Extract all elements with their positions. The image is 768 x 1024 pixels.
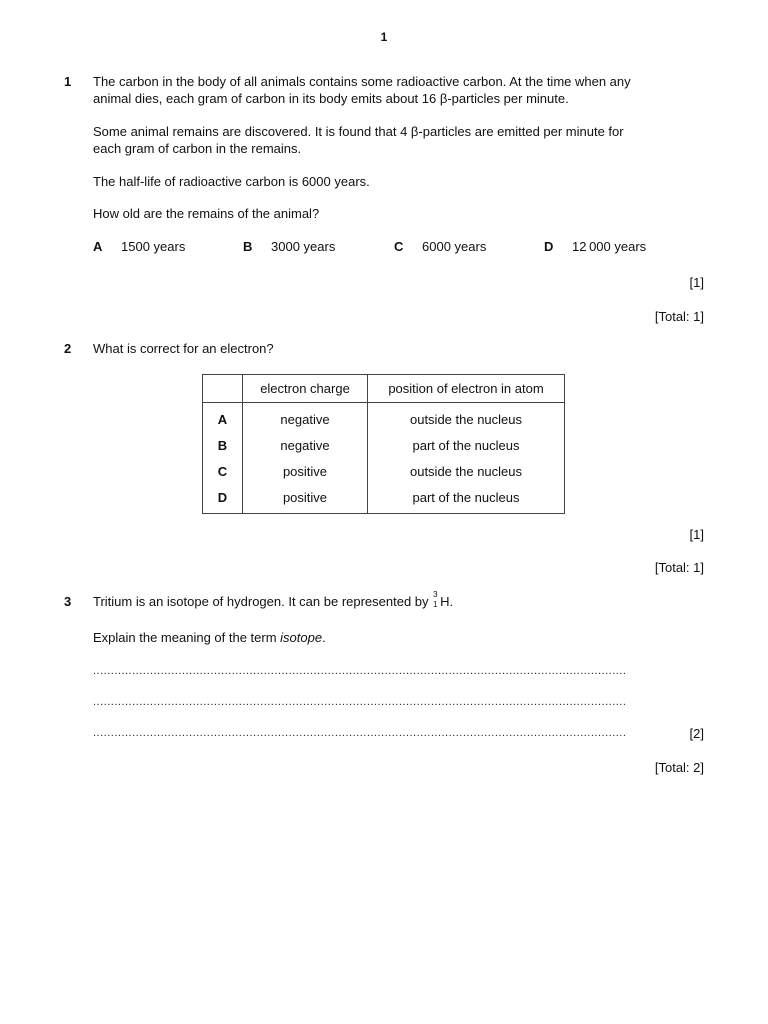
- option-c: [394, 239, 487, 254]
- table-cell: negative: [243, 403, 368, 433]
- question-1-text-line: The carbon in the body of all animals contains some radioactive carbon. At the time when any: [93, 74, 631, 89]
- table-header-cell: electron charge: [243, 375, 368, 403]
- question-3-text: [93, 590, 454, 609]
- table-row: [203, 458, 565, 484]
- question-3-total: [Total: 2]: [654, 760, 704, 775]
- table-header-cell: [203, 375, 243, 403]
- question-2-total: [Total: 1]: [654, 560, 704, 575]
- page-number: 1: [380, 30, 388, 44]
- question-3-number: 3: [64, 594, 72, 609]
- question-2-text: What is correct for an electron?: [93, 341, 274, 356]
- question-1-text-line: each gram of carbon in the remains.: [93, 141, 302, 156]
- instruction-term: isotope: [280, 630, 323, 645]
- option-letter: A: [93, 239, 103, 254]
- table-row: [203, 432, 565, 458]
- table-cell: positive: [243, 484, 368, 514]
- option-text: 3000 years: [271, 239, 336, 254]
- question-1-total: [Total: 1]: [654, 309, 704, 324]
- question-1-text-line: animal dies, each gram of carbon in its body emits about 16 β-particles per minute.: [93, 91, 569, 106]
- table-cell: negative: [243, 432, 368, 458]
- isotope-symbol: H: [440, 594, 450, 609]
- isotope-atomic-number: 1: [433, 600, 438, 609]
- instruction-start: Explain the meaning of the term: [93, 630, 281, 645]
- electron-table: [202, 374, 565, 514]
- option-a: [93, 239, 186, 254]
- question-2-number: 2: [64, 341, 72, 356]
- table-row: [203, 403, 565, 433]
- table-cell: D: [203, 484, 243, 514]
- answer-line[interactable]: ......................................................................................................................................................: [93, 727, 627, 739]
- question-3-text-start: Tritium is an isotope of hydrogen. It can be represented by: [93, 594, 433, 609]
- question-1-number: 1: [64, 74, 72, 89]
- instruction-end: .: [322, 630, 326, 645]
- table-row: [203, 484, 565, 514]
- answer-line[interactable]: ......................................................................................................................................................: [93, 665, 627, 677]
- table-cell: A: [203, 403, 243, 433]
- table-cell: part of the nucleus: [412, 489, 520, 505]
- option-letter: B: [243, 239, 253, 254]
- question-3-mark: [2]: [689, 726, 704, 741]
- option-text: 12 000 years: [572, 239, 647, 254]
- question-1-prompt: How old are the remains of the animal?: [93, 206, 320, 221]
- question-1-text-line: The half-life of radioactive carbon is 6000 years.: [93, 174, 370, 189]
- option-b: [243, 239, 336, 254]
- table-cell: part of the nucleus: [412, 437, 520, 453]
- isotope-mass-number: 3: [433, 590, 438, 599]
- answer-line[interactable]: ......................................................................................................................................................: [93, 696, 627, 708]
- question-1-text-line: Some animal remains are discovered. It is found that 4 β-particles are emitted per minute for: [93, 124, 624, 139]
- option-letter: C: [394, 239, 404, 254]
- question-1-mark: [1]: [689, 275, 704, 290]
- option-text: 1500 years: [121, 239, 186, 254]
- table-cell: B: [203, 432, 243, 458]
- table-cell: positive: [243, 458, 368, 484]
- question-2-mark: [1]: [689, 527, 704, 542]
- option-letter: D: [544, 239, 554, 254]
- question-3-text-end: .: [449, 594, 454, 609]
- isotope-notation: [432, 590, 440, 609]
- table-cell: outside the nucleus: [409, 411, 523, 427]
- table-cell: outside the nucleus: [409, 463, 523, 479]
- option-d: [544, 239, 647, 254]
- option-text: 6000 years: [422, 239, 487, 254]
- question-3-instruction: [93, 630, 326, 645]
- table-header-cell: position of electron in atom: [368, 375, 565, 403]
- table-header-row: [203, 375, 565, 403]
- table-cell: C: [203, 458, 243, 484]
